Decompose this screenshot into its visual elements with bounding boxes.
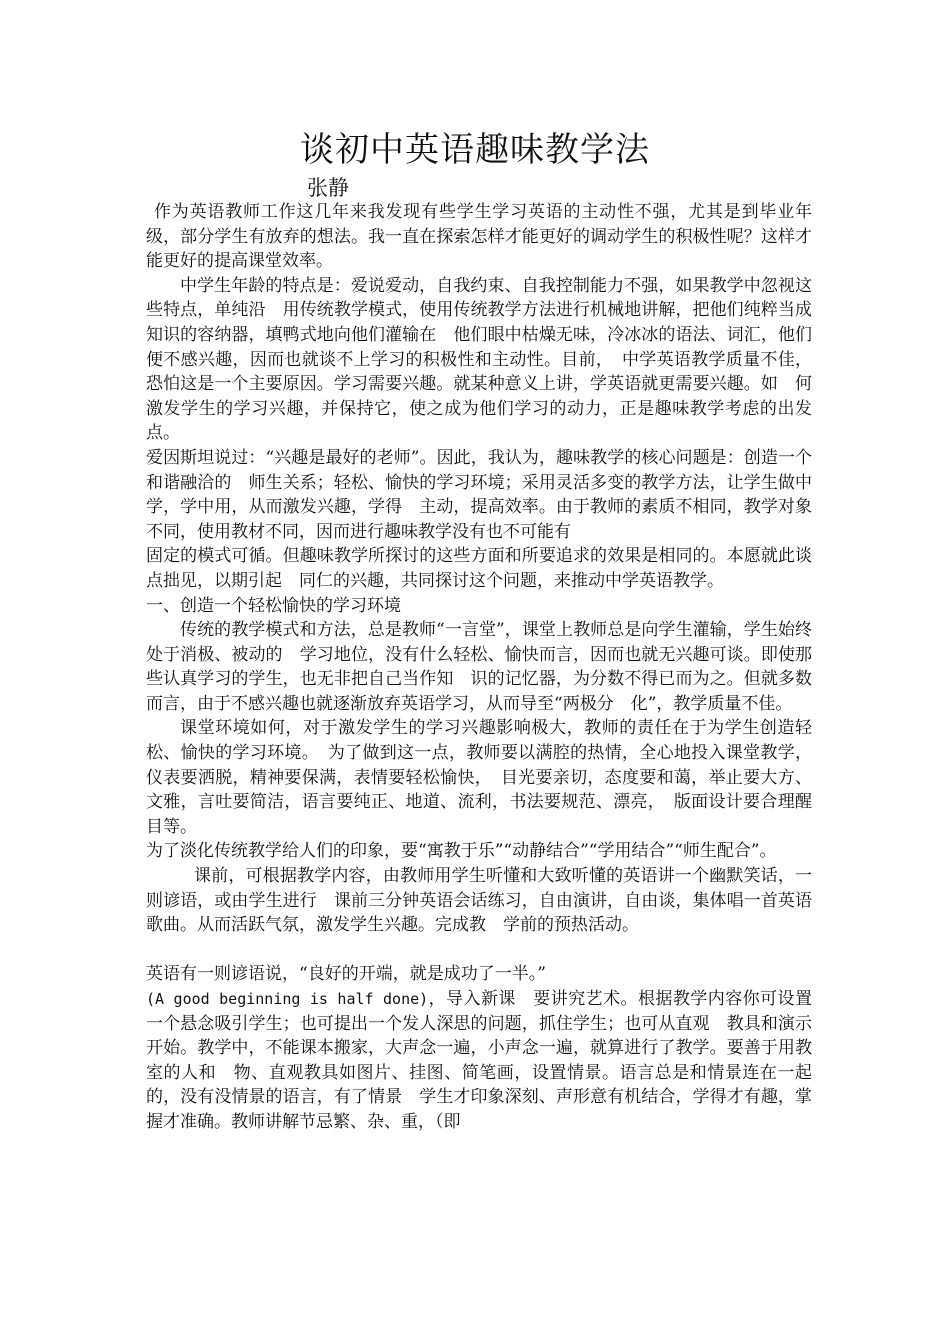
english-proverb: (A good beginning is half done) [146, 990, 429, 1008]
paragraph-classroom-environment: 课堂环境如何，对于激发学生的学习兴趣影响极大，教师的责任在于为学生创造轻松、愉快的学习环境。 为了做到这一点，教师要以满腔的热情，全心地投入课堂教学，仪表要洒脱，精神要保满，表情要轻松愉快， 目光要亲切，态度要和蔼，举止要大方、文雅，言吐要简洁，语言要纯正、地道、流利，书法要规范、漂亮， 版面设计要合理醒目等。 [146, 718, 812, 837]
paragraph-before-class: 课前，可根据教学内容，由教师用学生听懂和大致听懂的英语讲一个幽默笑话，一则谚语，或由学生进行 课前三分钟英语会话练习，自由演讲，自由谈，集体唱一首英语歌曲。从而活跃气氛，激发学生兴趣。完成教 学前的预热活动。 [146, 866, 812, 936]
paragraph-teaching-with-fun: 为了淡化传统教学给人们的印象，要“寓教于乐”“动静结合”“学用结合”“师生配合”。 [146, 841, 777, 862]
paragraph-proverb: 英语有一则谚语说，“良好的开端，就是成功了一半。” [146, 964, 546, 985]
paragraph-intro: 作为英语教师工作这几年来我发现有些学生学习英语的主动性不强，尤其是到毕业年级，部分学生有放弃的想法。我一直在探索怎样才能更好的调动学生的积极性呢？这样才能更好的提高课堂效率。 [146, 202, 812, 272]
section-heading-1: 一、创造一个轻松愉快的学习环境 [146, 595, 401, 616]
paragraph-no-fixed-pattern: 固定的模式可循。但趣味教学所探讨的这些方面和所要追求的效果是相同的。本愿就此谈点拙见，以期引起 同仁的兴趣，共同探讨这个问题，来推动中学英语教学。 [146, 546, 812, 591]
document-body [146, 200, 812, 1135]
document-author: 张静 [307, 176, 349, 200]
paragraph-student-traits: 中学生年龄的特点是：爱说爱动，自我约束、自我控制能力不强，如果教学中忽视这些特点，单纯沿 用传统教学模式，使用传统教学方法进行机械地讲解，把他们纯粹当成知识的容纳器，填鸭式地向他们灌输在 他们眼中枯燥无味，冷冰冰的语法、词汇，他们便不感兴趣，因而也就谈不上学习的积极性和主动性。目前， 中学英语教学质量不佳，恐怕这是一个主要原因。学习需要兴趣。就某种意义上讲，学英语就更需要兴趣。如 何激发学生的学习兴趣，并保持它，使之成为他们学习的动力，正是趣味教学考虑的出发点。 [146, 275, 812, 444]
blank-line [146, 938, 812, 963]
document-title: 谈初中英语趣味教学法 [300, 130, 650, 170]
new-lesson-text: ，导入新课 要讲究艺术。根据教学内容你可设置一个悬念吸引学生；也可提出一个发人深思的问题，抓住学生；也可从直观 教具和演示开始。教学中，不能课本搬家，大声念一遍，小声念一遍，就算进行了教学。要善于用教室的人和 物、直观教具如图片、挂图、简笔画，设置情景。语言总是和情景连在一起的，没有没情景的语言，有了情景 学生才印象深刻、声形意有机结合，学得才有趣，掌握才准确。教师讲解节忌繁、杂、重，（即 [146, 989, 812, 1132]
paragraph-traditional-model: 传统的教学模式和方法，总是教师“一言堂”，课堂上教师总是向学生灌输，学生始终处于消极、被动的 学习地位，没有什么轻松、愉快而言，因而也就无兴趣可谈。即使那些认真学习的学生，也无非把自己当作知 识的记忆器，为分数不得已而为之。但就多数而言，由于不感兴趣也就逐渐放弃英语学习，从而导至“两极分 化”，教学质量不佳。 [146, 620, 812, 714]
paragraph-new-lesson [146, 987, 812, 1135]
paragraph-einstein-quote: 爱因斯坦说过：“兴趣是最好的老师”。因此，我认为，趣味教学的核心问题是：创造一个和谐融洽的 师生关系；轻松、愉快的学习环境；采用灵活多变的教学方法，让学生做中学，学中用，从而激发兴趣，学得 主动，提高效率。由于教师的素质不相同，教学对象不同，使用教材不同，因而进行趣味教学没有也不可能有 [146, 447, 812, 542]
